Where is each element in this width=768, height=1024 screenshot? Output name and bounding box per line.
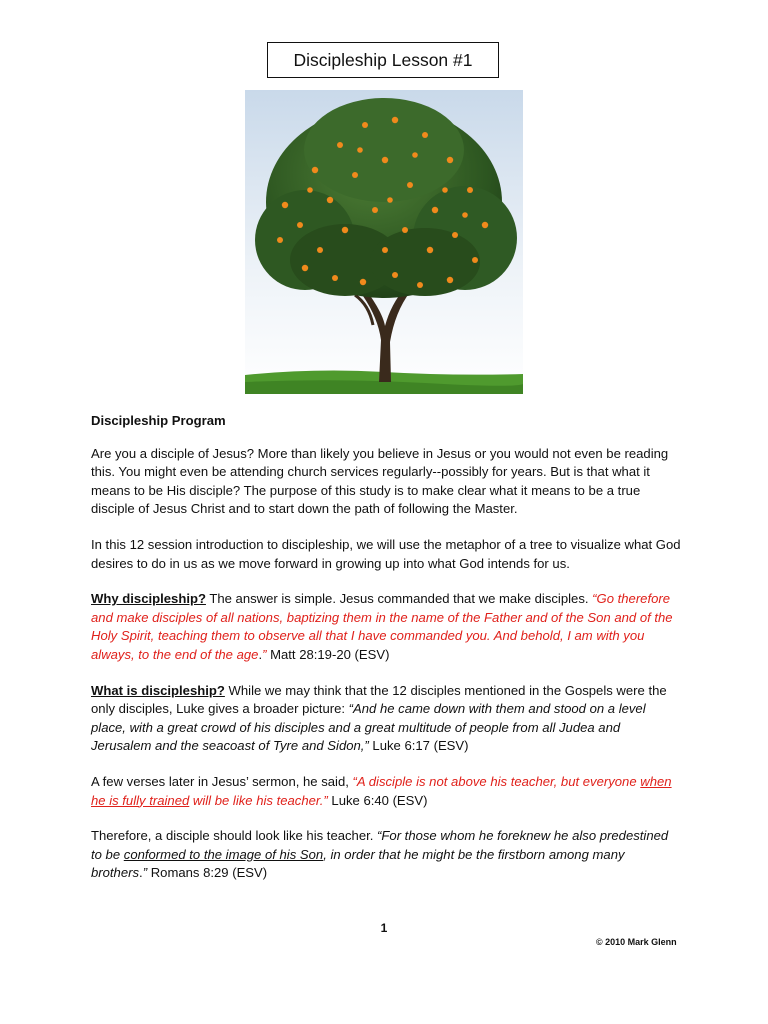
paragraph-sermon [91, 773, 681, 810]
romans-quote-close: ” [142, 865, 148, 881]
page-title-text: Discipleship Lesson #1 [293, 49, 473, 70]
romans-quote-start: “For those whom he foreknew he also predestined to be [91, 828, 669, 862]
what-is-discipleship-label: What is discipleship? [91, 682, 225, 698]
matthew-quote-period: . [258, 646, 263, 662]
romans-quote-period: . [139, 865, 143, 881]
luke-6-17-reference: Luke 6:17 (ESV) [368, 738, 469, 754]
paragraph-conclusion [91, 827, 681, 883]
paragraph-what-is-discipleship [91, 682, 681, 756]
matthew-reference: Matt 28:19-20 (ESV) [266, 646, 390, 662]
page-title [267, 42, 499, 78]
luke-6-17-quote: “And he came down with them and stood on a level place, with a great crowd of his disciples and a great multitude of people from all Judea and Jerusalem and the seacoast of Tyre and Sidon,” [91, 701, 646, 754]
romans-reference: Romans 8:29 (ESV) [147, 865, 268, 881]
paragraph-intro: Are you a disciple of Jesus? More than likely you believe in Jesus or you would not even be reading this. You might even be attending church services regularly--possibly for years. But is that what it means to be His disciple? The purpose of this study is to make clear what it means to be a true disciple of Jesus Christ and to start down the path of following the Master. [91, 445, 669, 517]
luke-6-40-quote-start: “A disciple is not above his teacher, but everyone [352, 773, 641, 789]
copyright-notice: © 2010 Mark Glenn [596, 937, 677, 947]
page-number: 1 [380, 921, 388, 935]
matthew-quote: “Go therefore and make disciples of all nations, baptizing them in the name of the Father and of the Son and of the Holy Spirit, teaching them to observe all that I have commanded you. And behold, I am with you always, to the end of the age [91, 591, 673, 662]
orange-tree-image [245, 90, 523, 394]
luke-6-40-quote-underlined: when he is fully trained [91, 773, 672, 808]
why-discipleship-text: The answer is simple. Jesus commanded that we make disciples. [205, 591, 593, 607]
body-text [91, 412, 681, 900]
paragraph-why-discipleship [91, 590, 681, 664]
luke-6-40-reference: Luke 6:40 (ESV) [327, 792, 428, 808]
luke-6-40-quote-end: will be like his teacher.” [189, 792, 328, 808]
matthew-quote-close: ” [262, 646, 267, 662]
section-heading: Discipleship Program [91, 413, 226, 428]
romans-quote-underlined: conformed to the image of his Son [123, 846, 324, 862]
conclusion-text: Therefore, a disciple should look like his teacher. [91, 828, 378, 844]
what-is-discipleship-text: While we may think that the 12 disciples mentioned in the Gospels were the only disciples, Luke gives a broader picture: [91, 682, 667, 717]
sermon-text: A few verses later in Jesus’ sermon, he said, [91, 773, 353, 789]
paragraph-metaphor: In this 12 session introduction to discipleship, we will use the metaphor of a tree to visualize what God desires to do in us as we move forward in growing up into what God intends for us. [91, 536, 681, 571]
romans-quote-end: , in order that he might be the firstborn among many brothers [91, 846, 625, 881]
why-discipleship-label: Why discipleship? [91, 591, 206, 607]
